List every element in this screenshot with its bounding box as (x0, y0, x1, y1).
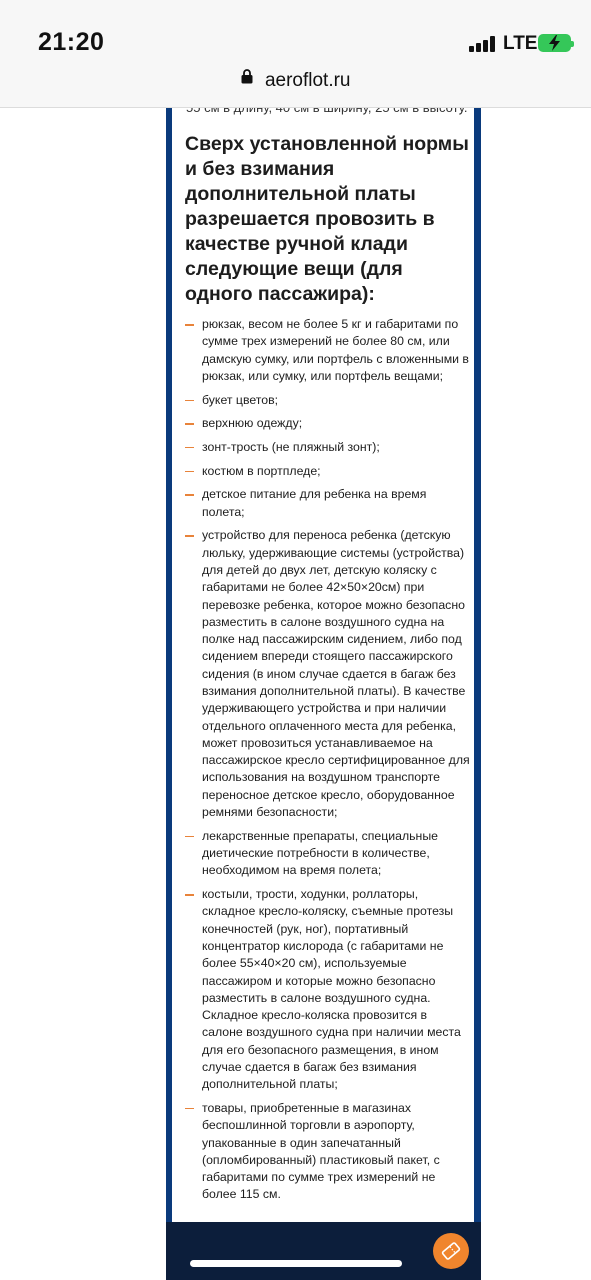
signal-icon (469, 36, 495, 52)
dash-marker (185, 324, 194, 326)
list-item: букет цветов; (185, 392, 470, 409)
page-content (172, 108, 474, 1222)
lock-icon (241, 69, 253, 89)
list-item: лекарственные препараты, специальные диетические потребности в количестве, необходимом на время полета; (185, 828, 470, 880)
dash-marker (185, 471, 194, 473)
status-time: 21:20 (38, 28, 105, 56)
list-item: устройство для переноса ребенка (детскую люльку, удерживающие системы (устройства) для детей до двух лет, детскую коляску с габаритами не более 42×50×20см) при перевозке ребенка, которое можно безопасно разместить в салоне воздушного судна на полке над пассажирским сидением, либо под сидением впереди стоящего пассажирского сидения (в ином случае сдается в багаж без взимания дополнительной платы). В качестве удерживающего устройства и при наличии отдельного оплаченного места для ребенка, может провозиться устанавливаемое на пассажирское кресло сертифицированное для использования на воздушном транспорте переносное детское кресло, оборудованное ремнями безопасности; (185, 527, 470, 821)
list-item: верхнюю одежду; (185, 415, 470, 432)
allowed-items-list (185, 316, 470, 1210)
dash-marker (185, 535, 194, 537)
dash-marker (185, 400, 194, 402)
ticket-icon (441, 1241, 461, 1261)
list-item: товары, приобретенные в магазинах беспошлинной торговли в аэропорту, упакованные в один запечатанный (опломбированный) пластиковый пакет, с габаритами по сумме трех измерений не более 115 см. (185, 1100, 470, 1204)
ticket-button[interactable] (433, 1233, 469, 1269)
dash-marker (185, 1108, 194, 1110)
list-item: костюм в портпледе; (185, 463, 470, 480)
list-item: зонт-трость (не пляжный зонт); (185, 439, 470, 456)
dash-marker (185, 894, 194, 896)
dash-marker (185, 494, 194, 496)
list-item: рюкзак, весом не более 5 кг и габаритами по сумме трех измерений не более 80 см, или дамскую сумку, или портфель с вложенными в рюкзак, или сумку, или портфель вещами; (185, 316, 470, 385)
dash-marker (185, 836, 194, 838)
list-item: костыли, трости, ходунки, роллаторы, складное кресло-коляску, съемные протезы конечностей (рук, ног), портативный концентратор кислорода (с габаритами не более 55×40×20 см), используемые пассажиром и которые можно безопасно разместить в салоне воздушного судна. Складное кресло-коляска провозится в салоне воздушного судна при наличии места для его безопасного размещения, в ином случае сдается в багаж без взимания дополнительной платы; (185, 886, 470, 1094)
list-item: детское питание для ребенка на время полета; (185, 486, 470, 521)
url-text: aeroflot.ru (264, 70, 351, 91)
battery-icon (538, 34, 571, 52)
dash-marker (185, 447, 194, 449)
dash-marker (185, 423, 194, 425)
browser-chrome (0, 0, 591, 108)
section-heading: Сверх установленной нормы и без взимания дополнительной платы разрешается провозить в качестве ручной клади следующие вещи (для одного пассажира): (185, 133, 469, 305)
network-label: LTE (503, 33, 538, 54)
address-bar[interactable] (0, 70, 591, 100)
home-indicator[interactable] (190, 1260, 402, 1267)
